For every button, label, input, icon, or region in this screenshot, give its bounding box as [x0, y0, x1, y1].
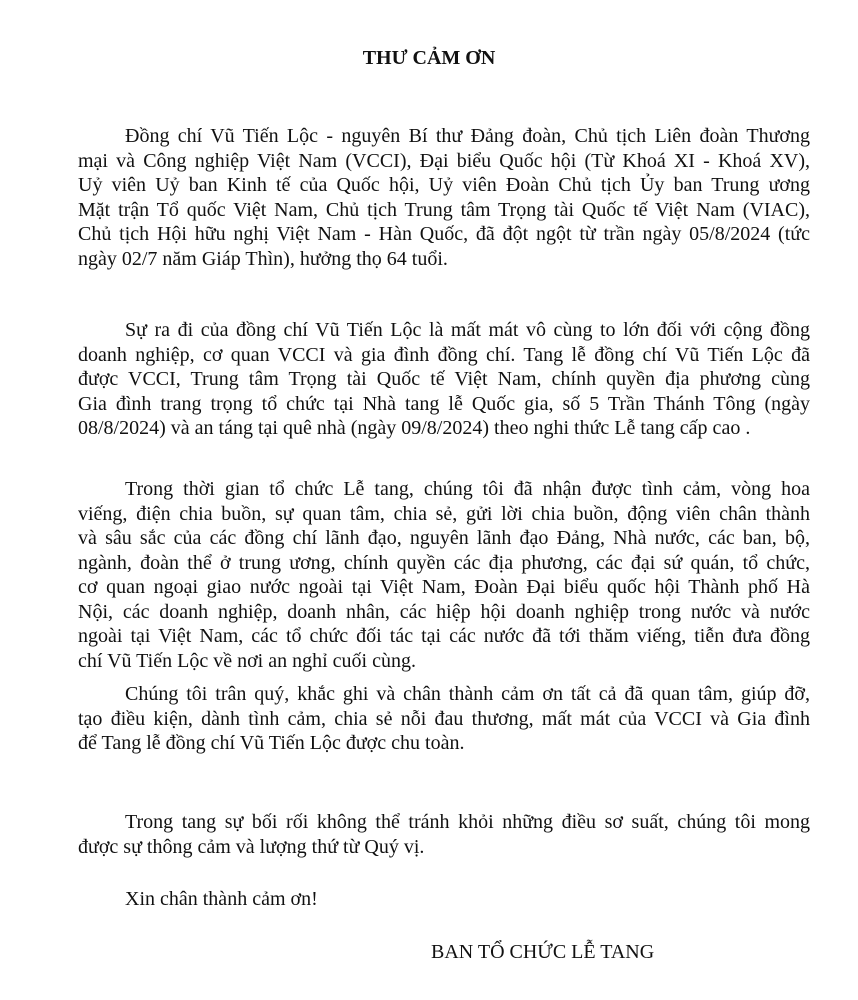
letter-title: THƯ CẢM ƠN [362, 47, 496, 69]
text-line: Uỷ viên Uỷ ban Kinh tế của Quốc hội, Uỷ viên Đoàn Chủ tịch Ủy ban Trung ương [78, 174, 810, 196]
text-line: được VCCI, Trung tâm Trọng tài Quốc tế Việt Nam, chính quyền địa phương cùng [78, 368, 810, 390]
text-line: viếng, điện chia buồn, sự quan tâm, chia sẻ, gửi lời chia buồn, động viên chân thành [78, 502, 810, 525]
text-line: Gia đình trang trọng tổ chức tại Nhà tang lễ Quốc gia, số 5 Trần Thánh Tông (ngày [78, 392, 810, 415]
text-line: ngày 02/7 năm Giáp Thìn), hưởng thọ 64 tuổi. [78, 247, 448, 270]
paragraph-1 [78, 124, 810, 271]
text-line: 08/8/2024) và an táng tại quê nhà (ngày 09/8/2024) theo nghi thức Lễ tang cấp cao . [78, 417, 751, 439]
text-line: doanh nghiệp, cơ quan VCCI và gia đình đồng chí. Tang lễ đồng chí Vũ Tiến Lộc đã [78, 343, 810, 366]
text-line: ngành, đoàn thể ở trung ương, chính quyền các địa phương, các đại sứ quán, tổ chức, [78, 551, 810, 574]
paragraph-2 [78, 318, 810, 441]
paragraph-4 [78, 682, 810, 756]
text-line: mại và Công nghiệp Việt Nam (VCCI), Đại biểu Quốc hội (Từ Khoá XI - Khoá XV), [78, 149, 810, 172]
paragraph-5 [78, 810, 810, 859]
text-line: Nội, các doanh nghiệp, doanh nhân, các hiệp hội doanh nghiệp trong nước và nước [78, 600, 810, 623]
text-line: cơ quan ngoại giao nước ngoài tại Việt Nam, Đoàn Đại biểu quốc hội Thành phố Hà [78, 576, 810, 598]
paragraph-3 [78, 477, 810, 673]
text-line: chí Vũ Tiến Lộc về nơi an nghỉ cuối cùng. [78, 649, 416, 672]
text-line: Sự ra đi của đồng chí Vũ Tiến Lộc là mất mát vô cùng to lớn đối với cộng đồng [125, 319, 810, 341]
text-line: ngoài tại Việt Nam, các tổ chức đối tác tại các nước đã tới thăm viếng, tiễn đưa đồng [78, 625, 810, 647]
text-line: Trong tang sự bối rối không thể tránh khỏi những điều sơ suất, chúng tôi mong [125, 811, 810, 833]
text-line: tạo điều kiện, dành tình cảm, chia sẻ nỗi đau thương, mất mát của VCCI và Gia đình [78, 707, 810, 730]
text-line: Mặt trận Tổ quốc Việt Nam, Chủ tịch Trung tâm Trọng tài Quốc tế Việt Nam (VIAC), [78, 198, 810, 221]
text-line: Chúng tôi trân quý, khắc ghi và chân thành cảm ơn tất cả đã quan tâm, giúp đỡ, [125, 683, 810, 705]
signature: BAN TỔ CHỨC LỄ TANG [431, 941, 655, 963]
text-line: được sự thông cảm và lượng thứ từ Quý vị. [78, 835, 425, 858]
text-line: và sâu sắc của các đồng chí lãnh đạo, nguyên lãnh đạo Đảng, Nhà nước, các ban, bộ, [78, 527, 810, 549]
text-line: Chủ tịch Hội hữu nghị Việt Nam - Hàn Quốc, đã đột ngột từ trần ngày 05/8/2024 (tức [78, 223, 810, 245]
text-line: Trong thời gian tổ chức Lễ tang, chúng tôi đã nhận được tình cảm, vòng hoa [125, 478, 810, 500]
text-line: Đồng chí Vũ Tiến Lộc - nguyên Bí thư Đảng đoàn, Chủ tịch Liên đoàn Thương [125, 125, 810, 147]
text-line: để Tang lễ đồng chí Vũ Tiến Lộc được chu toàn. [78, 732, 465, 754]
closing-line: Xin chân thành cảm ơn! [125, 888, 318, 910]
